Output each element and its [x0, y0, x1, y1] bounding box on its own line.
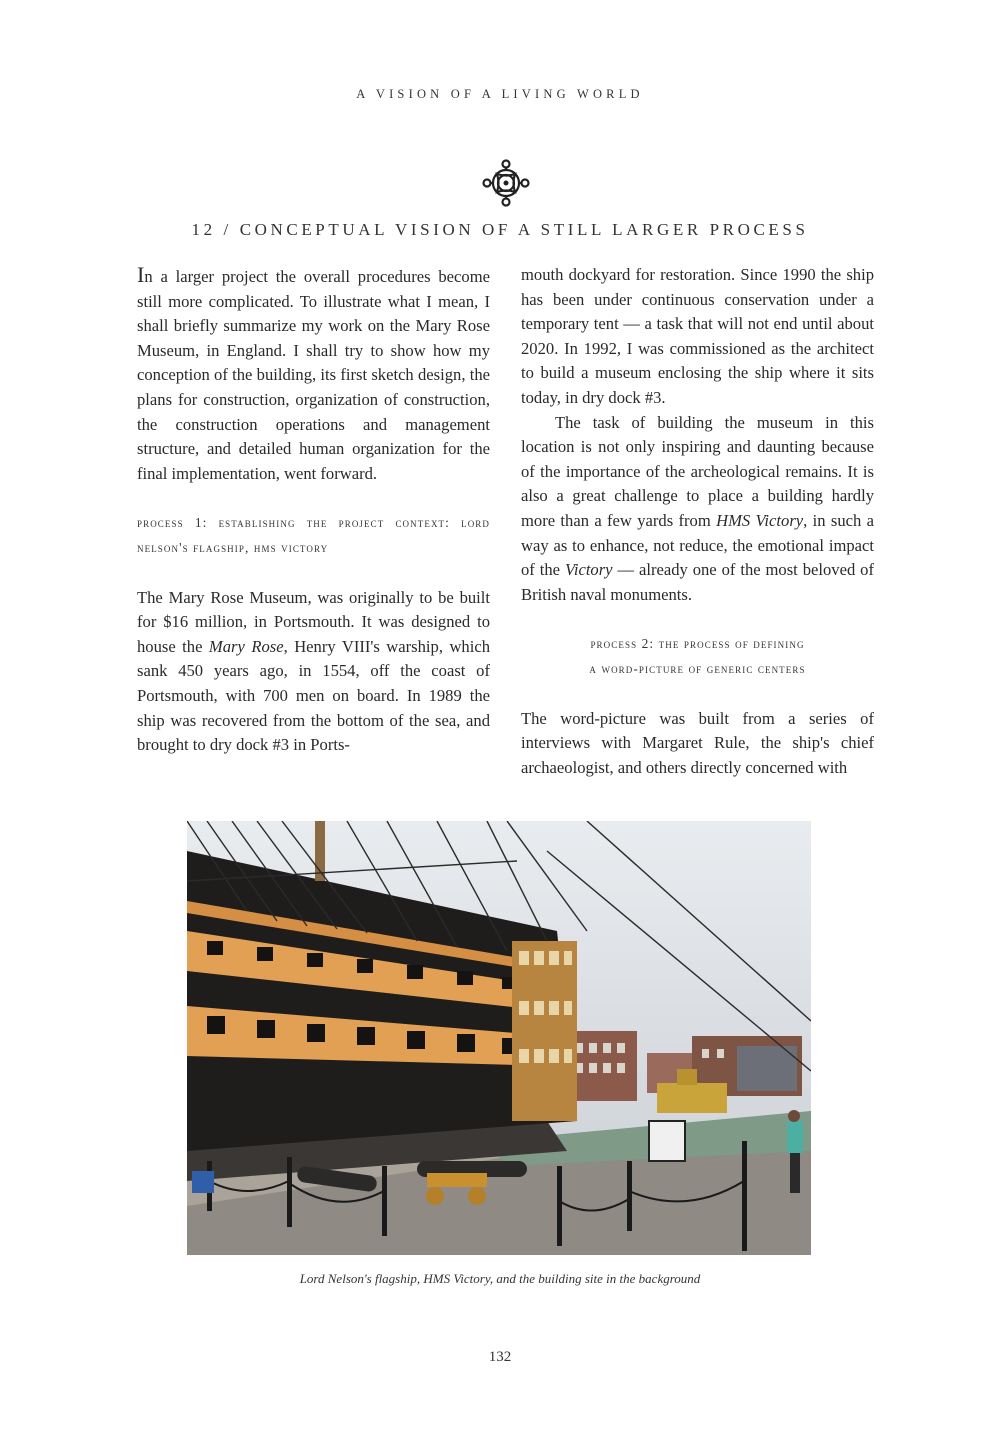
page-number: 132: [488, 1349, 512, 1365]
paragraph: [521, 411, 874, 608]
paragraph-text: The task of building the museum in this location is not only inspiring and daunting because of the importance of the archeological remains. It is also a great challenge to place a building hardly more than a few yards from: [521, 412, 874, 530]
paragraph-text: , Henry VIII's warship, which sank 450 years ago, in 1554, off the coast of Portsmouth, with 700 men on board. In 1989 the ship was recovered from the bottom of the sea, and brought to dry dock #3 in Ports-: [137, 636, 490, 755]
ship-name: Mary Rose: [208, 636, 284, 656]
chapter-title: 12 / CONCEPTUAL VISION OF A STILL LARGER PROCESS: [191, 220, 809, 239]
ship-name: Victory: [564, 560, 613, 580]
subheading-line: process 2: the process of defining: [590, 636, 805, 652]
paragraph-text: n a larger project the overall procedures become still more complicated. To illustrate what I mean, I shall briefly summarize my work on the Mary Rose Museum, in England. I shall try to show how my conception of the building, its first sketch design, the plans for construction, organization of construction, the construction operations and management structure, and detailed human organization for the final implementation, went forward.: [137, 267, 490, 483]
right-column: [521, 263, 874, 780]
section-subheading: [521, 632, 874, 681]
drop-cap: I: [137, 262, 145, 287]
paragraph: [137, 586, 490, 758]
paragraph: mouth dockyard for restoration. Since 1990 the ship has been under continuous conservation under a temporary tent — a task that will not end until about 2020. In 1992, I was commissioned as the architect to build a museum enclosing the ship where it sits today, in dry dock #3.: [521, 265, 874, 407]
figure-caption: Lord Nelson's flagship, HMS Victory, and the building site in the background: [299, 1271, 701, 1286]
paragraph: The word-picture was built from a series of interviews with Margaret Rule, the ship's chief archaeologist, and others directly concerned with: [521, 708, 874, 777]
paragraph-text: , in such a way as to enhance, not reduce, the emotional impact of the: [521, 510, 874, 580]
ornament-icon: [480, 157, 532, 209]
running-head: A VISION OF A LIVING WORLD: [356, 87, 644, 101]
paragraph: [137, 263, 490, 486]
ship-photograph: [187, 821, 811, 1255]
paragraph-text: The Mary Rose Museum, was originally to be built for $16 million, in Portsmouth. It was designed to house the: [137, 587, 490, 656]
left-column: [137, 263, 490, 758]
ship-name: HMS Victory: [716, 510, 804, 530]
section-subheading: process 1: establishing the project context: lord nelson's flagship, hms victory: [137, 515, 490, 555]
paragraph-text: — already one of the most beloved of British naval monuments.: [521, 560, 874, 604]
subheading-line: a word-picture of generic centers: [589, 660, 806, 676]
